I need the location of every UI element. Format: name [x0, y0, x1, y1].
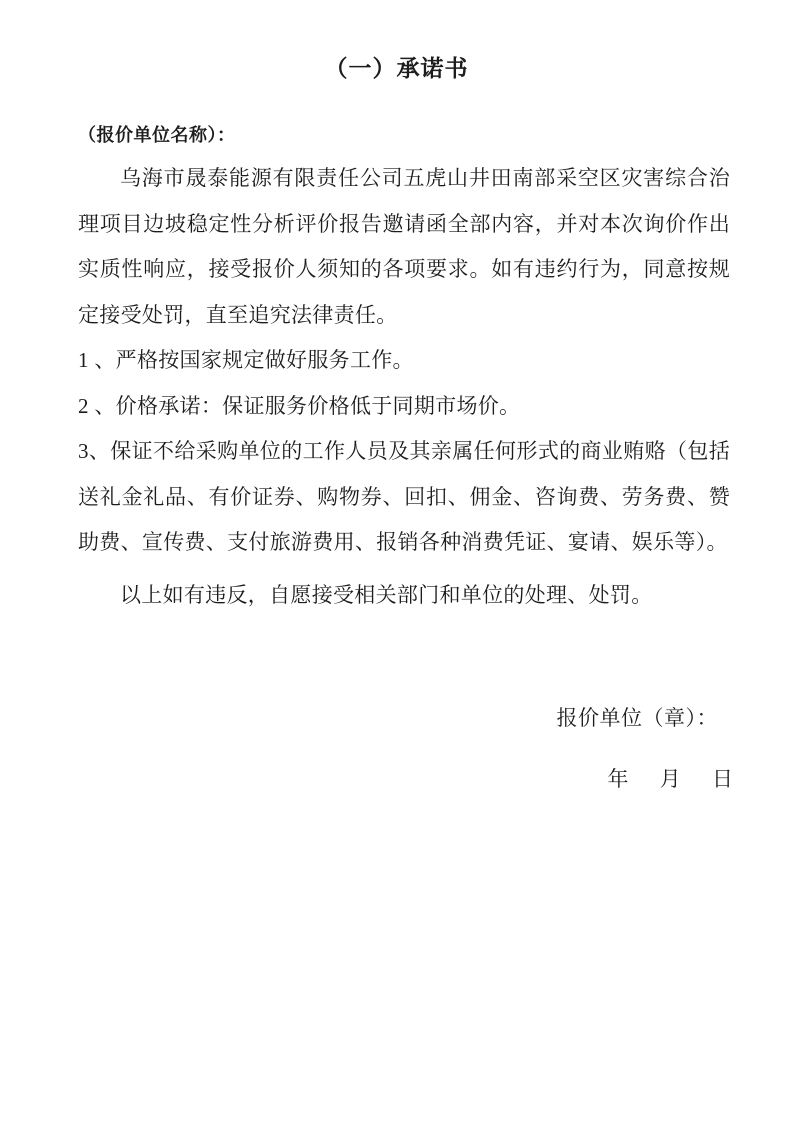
document-body — [78, 156, 730, 618]
document-title: （一）承诺书 — [324, 56, 469, 81]
signature-block — [78, 702, 733, 793]
quoter-name-label: （报价单位名称）： — [78, 125, 236, 145]
paragraph-item-2: 2 、价格承诺：保证服务价格低于同期市场价。 — [78, 393, 521, 418]
paragraph-item-3: 3、保证不给采购单位的工作人员及其亲属任何形式的商业贿赂（包括送礼金礼品、有价证券、购物券、回扣、佣金、咨询费、劳务费、赞助费、宣传费、支付旅游费用、报销各种消费凭证、宴请、娱乐等）。 — [78, 439, 730, 554]
paragraph-closing: 以上如有违反，自愿接受相关部门和单位的处理、处罚。 — [120, 582, 653, 607]
signature-date-line: 年 月 日 — [607, 767, 733, 791]
paragraph-commitment-intro: 乌海市晟泰能源有限责任公司五虎山井田南部采空区灾害综合治理项目边坡稳定性分析评价报告邀请函全部内容，并对本次询价作出实质性响应，接受报价人须知的各项要求。如有违约行为，同意按规定接受处罚，直至追究法律责任。 — [78, 166, 730, 327]
signature-unit-label: 报价单位（章）： — [556, 706, 718, 730]
paragraph-item-1: 1 、严格按国家规定做好服务工作。 — [78, 348, 414, 372]
